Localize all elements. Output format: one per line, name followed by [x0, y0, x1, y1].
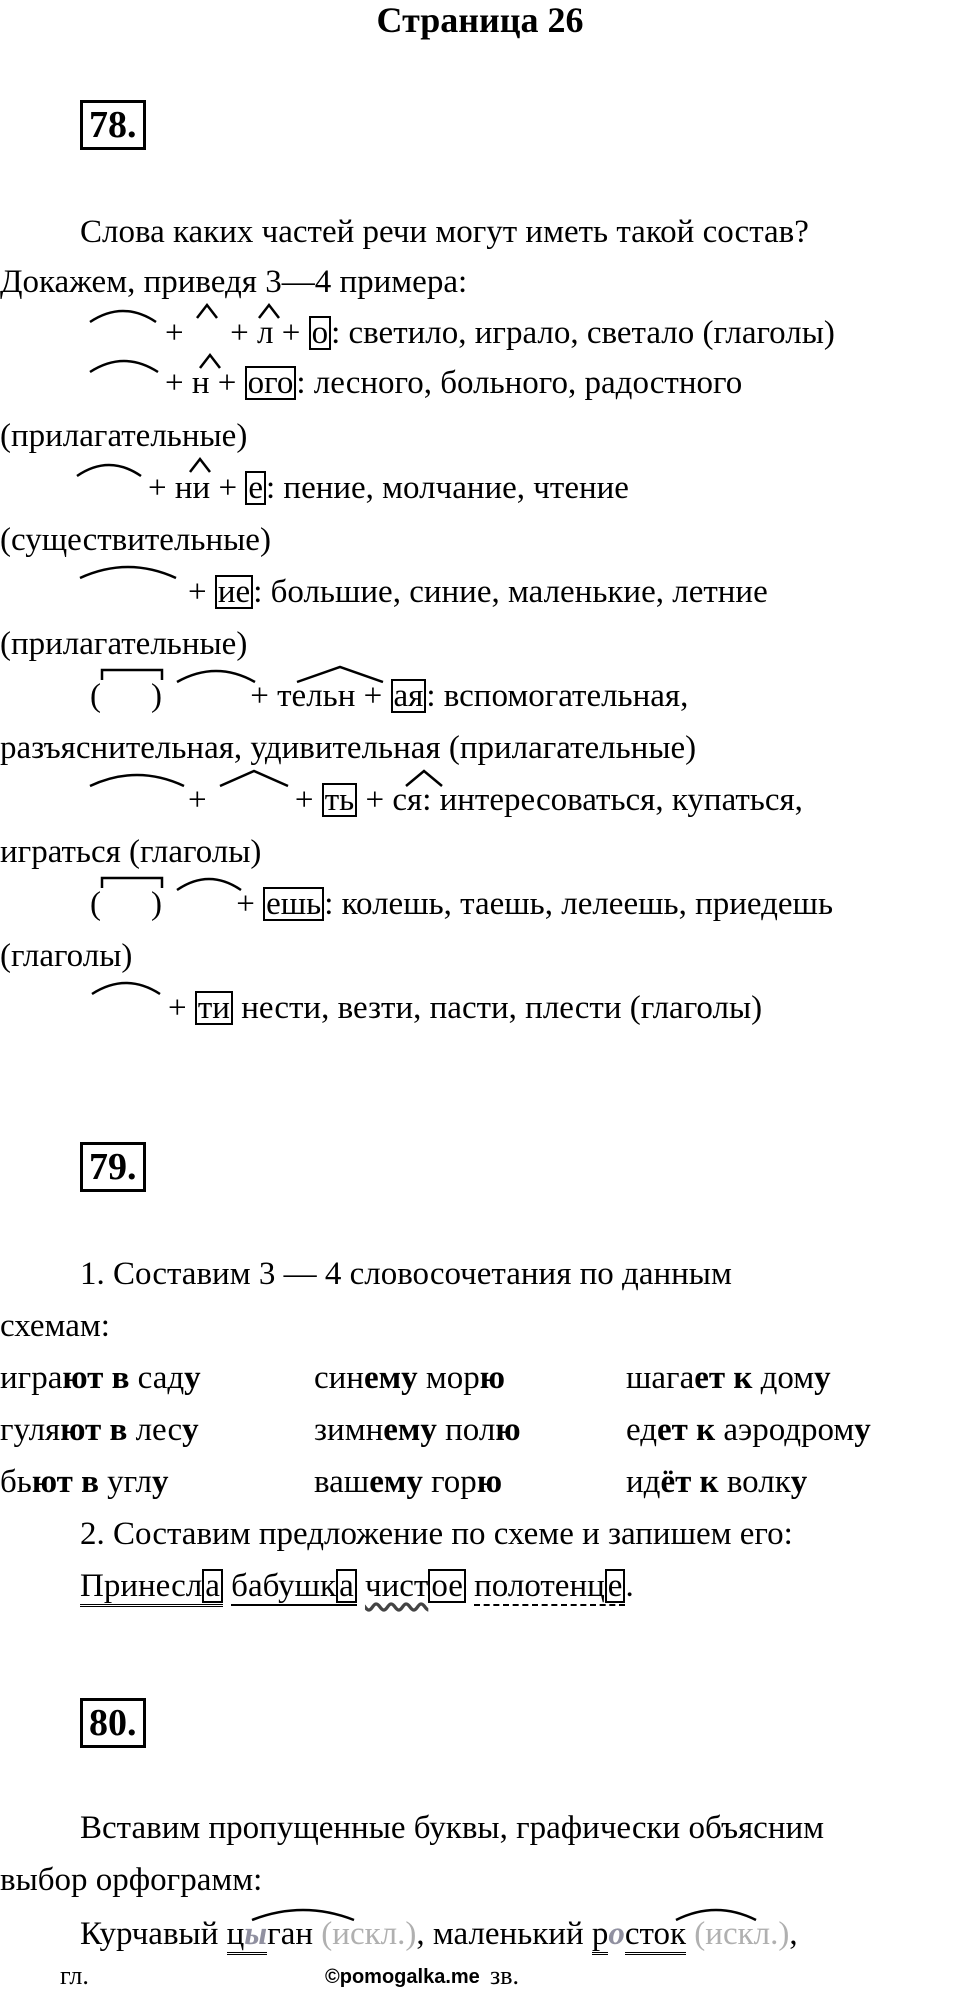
ending-box: ешь	[263, 887, 324, 921]
morpheme-row-5	[90, 676, 688, 716]
plus: +	[236, 886, 255, 922]
root-arc-icon	[90, 976, 162, 996]
morpheme-row-1	[165, 313, 835, 353]
examples-cont: (прилагательные)	[0, 626, 248, 662]
ending-box: е	[245, 471, 266, 505]
attribute: чистое	[365, 1568, 466, 1604]
plus: +	[165, 365, 184, 401]
suffix: тельн	[277, 678, 356, 714]
ending-box: о	[309, 316, 332, 350]
root-arc-icon	[88, 304, 158, 324]
plus: +	[250, 678, 269, 714]
task78-intro-1: Слова каких частей речи могут иметь такой состав?	[80, 214, 809, 250]
phrase-3-2: едет к аэродрому	[626, 1412, 871, 1448]
suffix: ни	[174, 470, 211, 506]
phrase-1-1: играют в саду	[0, 1360, 201, 1396]
examples-cont: играться (глаголы)	[0, 834, 262, 870]
phrase-2-3: вашему горю	[314, 1464, 503, 1500]
root-arc-icon	[78, 560, 178, 580]
paren: (	[90, 678, 101, 714]
task80-line: Курчавый цыган (искл.), маленький росток (искл.),	[80, 1914, 798, 1954]
phrase-1-3: бьют в углу	[0, 1464, 169, 1500]
root-arc-icon	[88, 354, 160, 374]
ending-box: ого	[245, 366, 297, 400]
task79-p2: 2. Составим предложение по схеме и запишем его:	[80, 1516, 793, 1552]
examples-cont: (существительные)	[0, 522, 271, 558]
task-number-79: 79.	[80, 1142, 146, 1192]
plus: +	[365, 782, 385, 818]
suffix: л	[257, 315, 274, 351]
watermark: ©pomogalka.me	[325, 1966, 480, 1988]
footer-right-label: зв.	[490, 1961, 520, 1990]
examples: : лесного, больного, радостного	[296, 365, 743, 401]
ending-box: ая	[391, 679, 427, 713]
morpheme-row-6	[188, 780, 803, 820]
morpheme-row-8	[168, 988, 762, 1028]
phrase-1-2: гуляют в лесу	[0, 1412, 199, 1448]
plus: +	[188, 574, 207, 610]
plus: +	[168, 990, 187, 1026]
footer-left-label: гл.	[60, 1961, 89, 1990]
plus: +	[218, 470, 238, 506]
plus: +	[148, 470, 167, 506]
examples-cont: разъяснительная, удивительная (прилагательные)	[0, 730, 697, 766]
postfix: ся	[392, 782, 423, 818]
phrase-2-2: зимнему полю	[314, 1412, 521, 1448]
phrase-2-1: синему морю	[314, 1360, 505, 1396]
page-title: Страница 26	[376, 0, 584, 40]
ending-box: ть	[322, 783, 357, 817]
paren: )	[151, 886, 162, 922]
task79-p1-2: схемам:	[0, 1308, 110, 1344]
paren: (	[90, 886, 101, 922]
task78-intro-2: Докажем, приведя 3—4 примера:	[0, 264, 468, 300]
root-arc-icon	[88, 768, 186, 788]
examples: : интересоваться, купаться,	[422, 782, 803, 818]
predicate: Принесла	[80, 1568, 223, 1607]
plus: +	[230, 315, 249, 351]
task80-p1-2: выбор орфограмм:	[0, 1862, 263, 1898]
task80-p1-1: Вставим пропущенные буквы, графически объясним	[80, 1810, 825, 1846]
examples: : пение, молчание, чтение	[265, 470, 629, 506]
parsed-sentence: Принесла бабушка чистое полотенце.	[80, 1566, 634, 1606]
examples: : вспомогательная,	[426, 678, 689, 714]
ending-box: ие	[215, 575, 253, 609]
plus: +	[188, 782, 207, 818]
phrase-3-3: идёт к волку	[626, 1464, 808, 1500]
morpheme-row-3	[148, 468, 629, 508]
examples-cont: (глаголы)	[0, 938, 133, 974]
plus: +	[165, 315, 184, 351]
phrase-3-1: шагает к дому	[626, 1360, 831, 1396]
morpheme-row-4	[188, 572, 768, 612]
task79-p1-1: 1. Составим 3 — 4 словосочетания по данным	[80, 1256, 732, 1292]
plus: +	[294, 782, 314, 818]
morpheme-row-7	[90, 884, 833, 924]
examples: : большие, синие, маленькие, летние	[253, 574, 768, 610]
examples: : светило, играло, светало (глаголы)	[331, 315, 835, 351]
task-number-80: 80.	[80, 1698, 146, 1748]
subject: бабушка	[231, 1568, 357, 1606]
object: полотенце	[474, 1568, 625, 1606]
suffix: н	[191, 365, 210, 401]
examples: : колешь, таешь, лелеешь, приедешь	[324, 886, 833, 922]
root-arc-icon	[75, 458, 143, 478]
morpheme-row-2	[165, 363, 742, 403]
paren: )	[151, 678, 162, 714]
task-number-78: 78.	[80, 100, 146, 150]
examples-cont: (прилагательные)	[0, 418, 248, 454]
plus: +	[281, 315, 301, 351]
examples: нести, везти, пасти, плести (глаголы)	[232, 990, 763, 1026]
plus: +	[217, 365, 237, 401]
ending-box: ти	[195, 991, 233, 1025]
plus: +	[363, 678, 383, 714]
